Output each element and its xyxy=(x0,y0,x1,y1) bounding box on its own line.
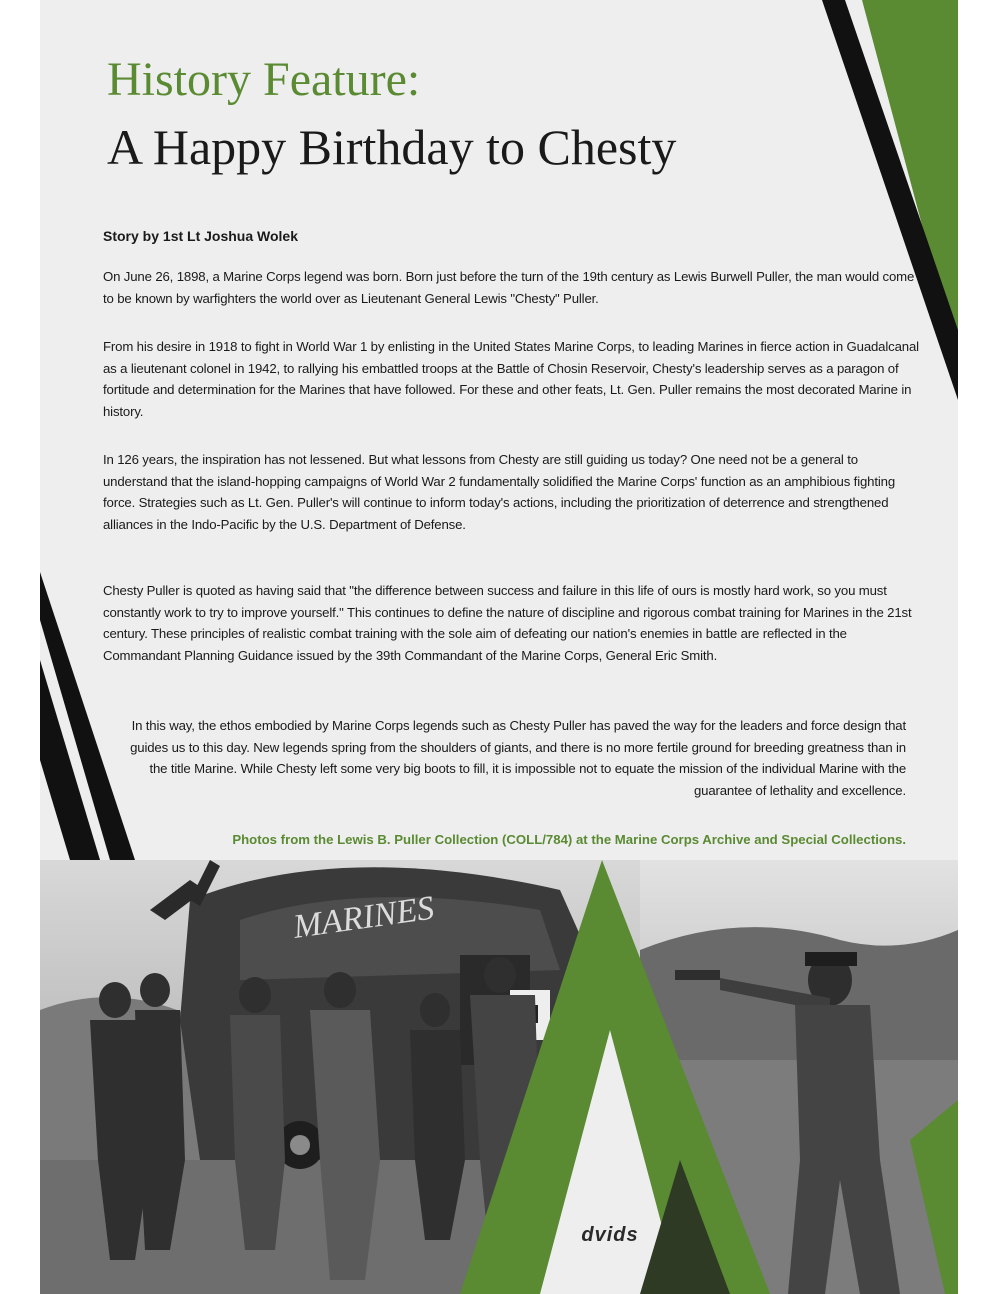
article-page xyxy=(40,0,958,1294)
byline: Story by 1st Lt Joshua Wolek xyxy=(103,228,299,244)
paragraph-1: On June 26, 1898, a Marine Corps legend was born. Born just before the turn of the 19th century as Lewis Burwell Puller, the man would come to be known by warfighters the world over as Lieutenant General Lewis "Chesty" Puller. xyxy=(103,269,915,306)
feature-label: History Feature: xyxy=(107,53,421,106)
headline: A Happy Birthday to Chesty xyxy=(107,119,677,175)
paragraph-3: In 126 years, the inspiration has not lessened. But what lessons from Chesty are still guiding us today? One need not be a general to understand that the island-hopping campaigns of World War 2 fundamentally solidified the Marine Corps' function as an amphibious fighting force. Strategies such as Lt. Gen. Puller's will continue to inform today's actions, including the prioritization of deterrence and strengthened alliances in the Indo-Pacific by the U.S. Department of Defense. xyxy=(103,452,896,532)
paragraph-2: From his desire in 1918 to fight in World War 1 by enlisting in the United States Marine Corps, to leading Marines in fierce action in Guadalcanal as a lieutenant colonel in 1942, to rallying his embattled troops at the Battle of Chosin Reservoir, Chesty's leadership serves as a paragon of fortitude and determination for the Marines that have followed. For these and other feats, Lt. Gen. Puller remains the most decorated Marine in history. xyxy=(103,339,919,419)
photo-credit: Photos from the Lewis B. Puller Collection (COLL/784) at the Marine Corps Archive and Special Collections. xyxy=(232,832,906,847)
dvids-logo: dvids xyxy=(581,1224,639,1246)
paragraph-4: Chesty Puller is quoted as having said that "the difference between success and failure in this life of ours is mostly hard work, so you must constantly work to try to improve yourself." This continues to define the nature of discipline and rigorous combat training for Marines in the 21st century. These principles of realistic combat training with the sole aim of defeating our nation's enemies in battle are reflected in the Commandant Planning Guidance issued by the 39th Commandant of the Marine Corps, General Eric Smith. xyxy=(103,583,912,663)
photo-collage xyxy=(40,860,958,1294)
paragraph-5: In this way, the ethos embodied by Marine Corps legends such as Chesty Puller has paved the way for the leaders and force design that guides us to this day. New legends spring from the shoulders of giants, and there is no more fertile ground for breeding greatness than in the title Marine. While Chesty left some very big boots to fill, it is impossible not to equate the mission of the individual Marine with the guarantee of lethality and excellence. xyxy=(130,718,906,798)
helicopter-lettering: MARINES xyxy=(290,889,437,946)
